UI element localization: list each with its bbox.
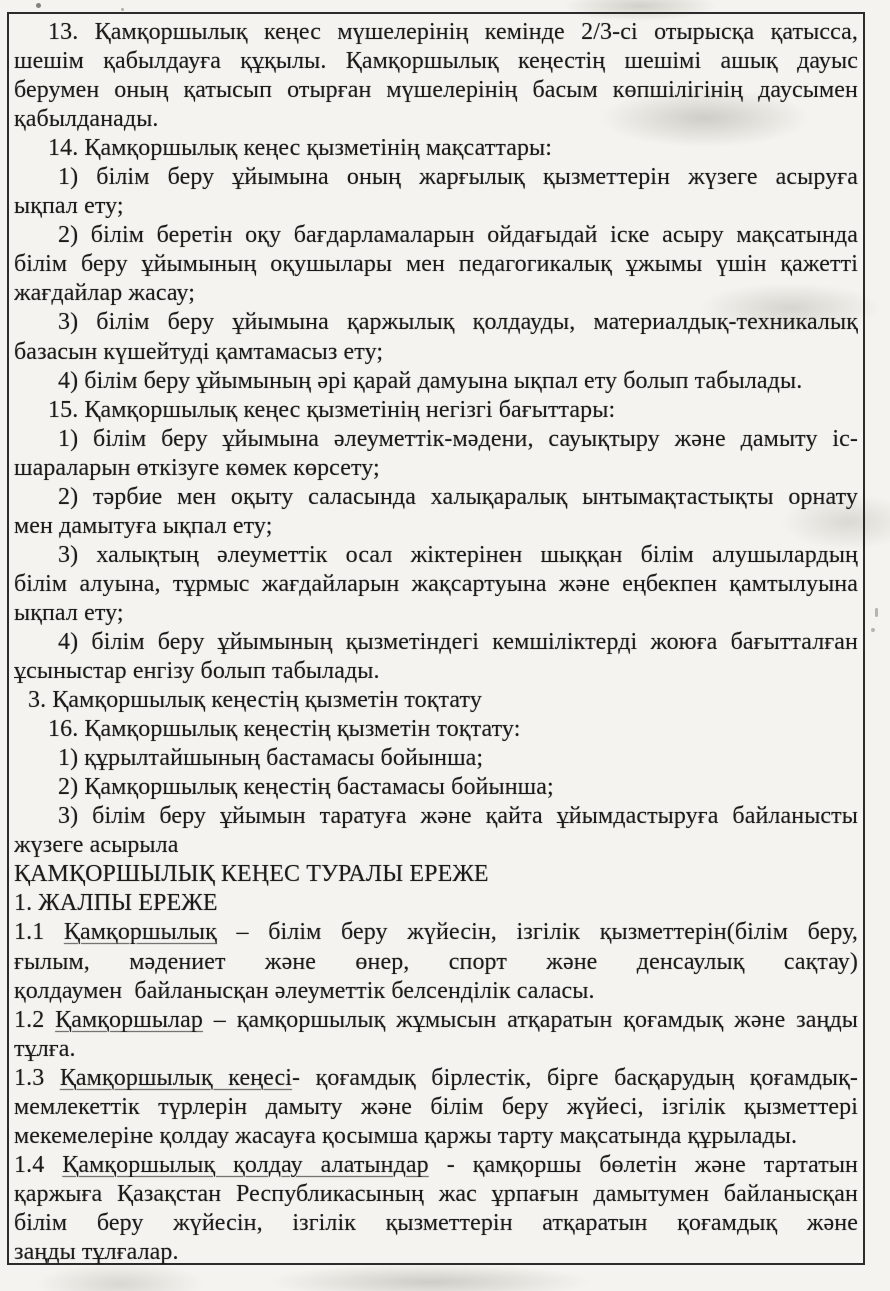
document-line xyxy=(14,1151,858,1180)
scan-speck xyxy=(36,3,41,8)
text-run: мен дамытуға ықпал ету; xyxy=(14,512,273,539)
document-line xyxy=(14,918,858,947)
text-run: – білім беру жүйесін, ізгілік қызметтерін(білім беру, xyxy=(216,919,858,946)
document-line xyxy=(14,1238,858,1267)
document-line xyxy=(14,977,858,1006)
document-line xyxy=(14,657,858,686)
text-run: 2) тәрбие мен оқыту саласында халықаралық ынтымақтастықты орнату xyxy=(58,483,858,510)
text-run: қаржыға Қазақстан Республикасының жас ұрпағын дамытумен байланысқан xyxy=(14,1180,858,1207)
document-line xyxy=(14,686,858,715)
document-line xyxy=(14,483,858,512)
text-run: 3) білім беру ұйымына қаржылық қолдауды, материалдық-техникалық xyxy=(58,309,858,336)
document-line xyxy=(14,1064,858,1093)
text-run: – қамқоршылық жұмысын атқаратын қоғамдық және заңды xyxy=(202,1006,858,1033)
document-line xyxy=(14,541,858,570)
underlined-term: Қамқоршылар xyxy=(55,1006,203,1033)
text-run: - қоғамдық бірлестік, бірге басқарудың қоғамдық- xyxy=(292,1064,858,1091)
text-run: 1.2 xyxy=(14,1006,56,1033)
underlined-term: Қамқоршылық қолдау алатындар xyxy=(62,1151,429,1178)
text-run: ҚАМҚОРШЫЛЫҚ КЕҢЕС ТУРАЛЫ ЕРЕЖЕ xyxy=(14,861,489,888)
text-run: тұлға. xyxy=(14,1035,76,1062)
text-run: 2) білім беретін оқу бағдарламаларын ойдағыдай іске асыру мақсатында xyxy=(58,222,858,249)
document-line xyxy=(14,105,858,134)
document-line xyxy=(14,396,858,425)
document-line xyxy=(14,860,858,889)
document-border-frame xyxy=(7,12,865,1265)
document-line xyxy=(14,192,858,221)
text-run: білім беру ұйымының оқушылары мен педагогикалық ұжымы үшін қажетті xyxy=(14,251,858,278)
text-run: 14. Қамқоршылық кеңес қызметінің мақсаттары: xyxy=(48,135,553,162)
text-run: шараларын өткізуге көмек көрсету; xyxy=(14,454,380,481)
document-line xyxy=(14,831,858,860)
scan-speck xyxy=(875,608,878,617)
text-run: 1) білім беру ұйымына оның жарғылық қызметтерін жүзеге асыруға xyxy=(58,164,858,191)
text-run: ғылым, мәдениет және өнер, спорт және денсаулық сақтау) xyxy=(14,948,858,975)
document-line xyxy=(14,76,858,105)
underlined-term: Қамқоршылық xyxy=(63,919,217,946)
document-line xyxy=(14,163,858,192)
document-line xyxy=(14,308,858,337)
text-run: 1. ЖАЛПЫ ЕРЕЖЕ xyxy=(14,890,218,917)
document-line xyxy=(14,570,858,599)
document-line xyxy=(14,454,858,483)
document-line xyxy=(14,338,858,367)
text-run: 15. Қамқоршылық кеңес қызметінің негізгі бағыттары: xyxy=(48,396,616,423)
document-line xyxy=(14,802,858,831)
underlined-term: Қамқоршылық кеңесі xyxy=(59,1064,293,1091)
document-line xyxy=(14,628,858,657)
text-run: 1.3 xyxy=(14,1064,60,1091)
text-run: заңды тұлғалар. xyxy=(14,1238,179,1265)
text-run: ықпал ету; xyxy=(14,599,124,626)
text-run: шешім қабылдауға құқылы. Қамқоршылық кеңестің шешімі ашық дауыс xyxy=(14,48,858,75)
document-line xyxy=(14,134,858,163)
document-line xyxy=(14,367,858,396)
document-line xyxy=(14,1180,858,1209)
document-line xyxy=(14,744,858,773)
document-line xyxy=(14,250,858,279)
document-body xyxy=(9,14,863,1263)
document-line xyxy=(14,18,858,47)
text-run: 13. Қамқоршылық кеңес мүшелерінің кемінде 2/3-сі отырысқа қатысса, xyxy=(48,19,858,45)
text-run: - қамқоршы бөлетін және тартатын xyxy=(428,1151,858,1178)
document-line xyxy=(14,1035,858,1064)
document-line xyxy=(14,279,858,308)
document-line xyxy=(14,715,858,744)
text-run: 1) білім беру ұйымына әлеуметтік-мәдени, сауықтыру және дамыту іс- xyxy=(58,425,858,452)
text-run: ұсыныстар енгізу болып табылады. xyxy=(14,658,380,685)
text-run: берумен оның қатысып отырған мүшелерінің басым көпшілігінің даусымен xyxy=(14,77,858,104)
scan-speck xyxy=(871,628,875,632)
text-run: 2) Қамқоршылық кеңестің бастамасы бойынша; xyxy=(58,774,554,801)
document-line xyxy=(14,948,858,977)
document-line xyxy=(14,1122,858,1151)
text-run: 4) білім беру ұйымының әрі қарай дамуына ықпал ету болып табылады. xyxy=(58,367,803,394)
document-line xyxy=(14,1093,858,1122)
document-line xyxy=(14,1209,858,1238)
text-run: 3) халықтың әлеуметтік осал жіктерінен шыққан білім алушылардың xyxy=(58,541,858,568)
text-run: білім алуына, тұрмыс жағдайларын жақсартуына және еңбекпен қамтылуына xyxy=(14,570,858,597)
document-line xyxy=(14,1006,858,1035)
document-line xyxy=(14,221,858,250)
text-run: мемлекеттік түрлерін дамыту және білім беру жүйесі, ізгілік қызметтері xyxy=(14,1093,858,1120)
text-run: жағдайлар жасау; xyxy=(14,280,195,307)
text-run: 3. Қамқоршылық кеңестің қызметін тоқтату xyxy=(28,687,482,714)
text-run: қолдаумен байланысқан әлеуметтік белсенділік саласы. xyxy=(14,977,595,1004)
scan-speck xyxy=(121,8,124,11)
text-run: 1.1 xyxy=(14,919,64,946)
text-run: мекемелеріне қолдау жасауға қосымша қаржы тарту мақсатында құрылады. xyxy=(14,1122,798,1149)
text-run: базасын күшейтуді қамтамасыз ету; xyxy=(14,338,384,365)
document-line xyxy=(14,512,858,541)
text-run: 1.4 xyxy=(14,1151,63,1178)
text-run: жүзеге асырыла xyxy=(14,832,179,859)
text-run: 16. Қамқоршылық кеңестің қызметін тоқтату: xyxy=(48,716,521,743)
text-run: қабылданады. xyxy=(14,106,159,133)
document-line xyxy=(14,773,858,802)
text-run: білім беру жүйесін, ізгілік қызметтерін атқаратын қоғамдық және xyxy=(14,1209,858,1236)
document-line xyxy=(14,599,858,628)
document-line xyxy=(14,889,858,918)
text-run: 1) құрылтайшының бастамасы бойынша; xyxy=(58,745,484,772)
document-line xyxy=(14,47,858,76)
text-run: 4) білім беру ұйымының қызметіндегі кемшіліктерді жоюға бағытталған xyxy=(58,628,858,655)
text-run: 3) білім беру ұйымын таратуға және қайта ұйымдастыруға байланысты xyxy=(58,803,858,830)
text-run: ықпал ету; xyxy=(14,193,124,220)
document-line xyxy=(14,425,858,454)
